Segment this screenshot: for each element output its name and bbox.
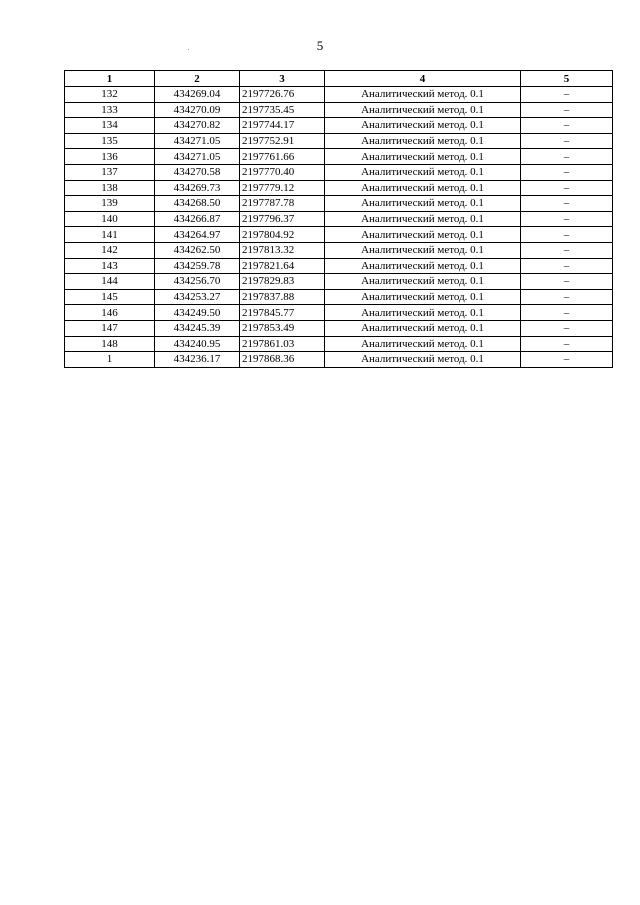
method-cell: Аналитический метод. 0.1	[325, 164, 521, 180]
point-number-cell: 146	[65, 305, 155, 321]
header-row	[65, 71, 613, 87]
x-coordinate-cell: 434253.27	[155, 289, 240, 305]
y-coordinate-cell: 2197770.40	[240, 164, 325, 180]
column-header-5: 5	[521, 71, 613, 87]
table-row	[65, 242, 613, 258]
point-number-cell: 145	[65, 289, 155, 305]
y-coordinate-cell: 2197744.17	[240, 118, 325, 134]
point-number-cell: 132	[65, 87, 155, 103]
point-number-cell: 136	[65, 149, 155, 165]
y-coordinate-cell: 2197845.77	[240, 305, 325, 321]
y-coordinate-cell: 2197726.76	[240, 87, 325, 103]
table-row	[65, 289, 613, 305]
x-coordinate-cell: 434240.95	[155, 336, 240, 352]
point-number-cell: 143	[65, 258, 155, 274]
y-coordinate-cell: 2197761.66	[240, 149, 325, 165]
x-coordinate-cell: 434270.58	[155, 164, 240, 180]
y-coordinate-cell: 2197853.49	[240, 320, 325, 336]
method-cell: Аналитический метод. 0.1	[325, 196, 521, 212]
x-coordinate-cell: 434249.50	[155, 305, 240, 321]
method-cell: Аналитический метод. 0.1	[325, 180, 521, 196]
table-row	[65, 258, 613, 274]
x-coordinate-cell: 434270.82	[155, 118, 240, 134]
note-cell: –	[521, 196, 613, 212]
note-cell: –	[521, 211, 613, 227]
y-coordinate-cell: 2197861.03	[240, 336, 325, 352]
column-header-3: 3	[240, 71, 325, 87]
note-cell: –	[521, 133, 613, 149]
y-coordinate-cell: 2197752.91	[240, 133, 325, 149]
method-cell: Аналитический метод. 0.1	[325, 227, 521, 243]
x-coordinate-cell: 434259.78	[155, 258, 240, 274]
table-row	[65, 133, 613, 149]
method-cell: Аналитический метод. 0.1	[325, 320, 521, 336]
table-row	[65, 87, 613, 103]
note-cell: –	[521, 102, 613, 118]
method-cell: Аналитический метод. 0.1	[325, 336, 521, 352]
table-row	[65, 149, 613, 165]
x-coordinate-cell: 434269.73	[155, 180, 240, 196]
x-coordinate-cell: 434270.09	[155, 102, 240, 118]
y-coordinate-cell: 2197813.32	[240, 242, 325, 258]
method-cell: Аналитический метод. 0.1	[325, 118, 521, 134]
table-header	[65, 71, 613, 87]
point-number-cell: 135	[65, 133, 155, 149]
method-cell: Аналитический метод. 0.1	[325, 258, 521, 274]
point-number-cell: 139	[65, 196, 155, 212]
table-row	[65, 352, 613, 368]
table-row	[65, 196, 613, 212]
method-cell: Аналитический метод. 0.1	[325, 242, 521, 258]
column-header-4: 4	[325, 71, 521, 87]
point-number-cell: 144	[65, 274, 155, 290]
x-coordinate-cell: 434271.05	[155, 133, 240, 149]
x-coordinate-cell: 434264.97	[155, 227, 240, 243]
scan-speck	[188, 49, 189, 50]
method-cell: Аналитический метод. 0.1	[325, 352, 521, 368]
table-row	[65, 274, 613, 290]
note-cell: –	[521, 305, 613, 321]
point-number-cell: 148	[65, 336, 155, 352]
point-number-cell: 147	[65, 320, 155, 336]
note-cell: –	[521, 180, 613, 196]
table-body	[65, 87, 613, 368]
table-row	[65, 102, 613, 118]
table-row	[65, 180, 613, 196]
method-cell: Аналитический метод. 0.1	[325, 305, 521, 321]
x-coordinate-cell: 434256.70	[155, 274, 240, 290]
note-cell: –	[521, 336, 613, 352]
note-cell: –	[521, 118, 613, 134]
method-cell: Аналитический метод. 0.1	[325, 274, 521, 290]
x-coordinate-cell: 434245.39	[155, 320, 240, 336]
note-cell: –	[521, 258, 613, 274]
note-cell: –	[521, 87, 613, 103]
point-number-cell: 141	[65, 227, 155, 243]
note-cell: –	[521, 242, 613, 258]
point-number-cell: 133	[65, 102, 155, 118]
x-coordinate-cell: 434266.87	[155, 211, 240, 227]
table-row	[65, 211, 613, 227]
note-cell: –	[521, 164, 613, 180]
table-row	[65, 227, 613, 243]
x-coordinate-cell: 434269.04	[155, 87, 240, 103]
y-coordinate-cell: 2197779.12	[240, 180, 325, 196]
point-number-cell: 134	[65, 118, 155, 134]
note-cell: –	[521, 289, 613, 305]
note-cell: –	[521, 149, 613, 165]
page-number: 5	[316, 38, 324, 53]
method-cell: Аналитический метод. 0.1	[325, 133, 521, 149]
y-coordinate-cell: 2197787.78	[240, 196, 325, 212]
point-number-cell: 142	[65, 242, 155, 258]
y-coordinate-cell: 2197804.92	[240, 227, 325, 243]
method-cell: Аналитический метод. 0.1	[325, 102, 521, 118]
point-number-cell: 140	[65, 211, 155, 227]
table-row	[65, 320, 613, 336]
point-number-cell: 137	[65, 164, 155, 180]
y-coordinate-cell: 2197796.37	[240, 211, 325, 227]
note-cell: –	[521, 274, 613, 290]
y-coordinate-cell: 2197735.45	[240, 102, 325, 118]
x-coordinate-cell: 434262.50	[155, 242, 240, 258]
y-coordinate-cell: 2197829.83	[240, 274, 325, 290]
table-row	[65, 305, 613, 321]
table-row	[65, 336, 613, 352]
method-cell: Аналитический метод. 0.1	[325, 289, 521, 305]
note-cell: –	[521, 320, 613, 336]
point-number-cell: 1	[65, 352, 155, 368]
point-number-cell: 138	[65, 180, 155, 196]
x-coordinate-cell: 434236.17	[155, 352, 240, 368]
method-cell: Аналитический метод. 0.1	[325, 149, 521, 165]
x-coordinate-cell: 434268.50	[155, 196, 240, 212]
y-coordinate-cell: 2197821.64	[240, 258, 325, 274]
y-coordinate-cell: 2197868.36	[240, 352, 325, 368]
coordinates-table	[64, 70, 613, 368]
method-cell: Аналитический метод. 0.1	[325, 87, 521, 103]
column-header-2: 2	[155, 71, 240, 87]
x-coordinate-cell: 434271.05	[155, 149, 240, 165]
note-cell: –	[521, 227, 613, 243]
table-row	[65, 164, 613, 180]
note-cell: –	[521, 352, 613, 368]
column-header-1: 1	[65, 71, 155, 87]
method-cell: Аналитический метод. 0.1	[325, 211, 521, 227]
y-coordinate-cell: 2197837.88	[240, 289, 325, 305]
table-row	[65, 118, 613, 134]
